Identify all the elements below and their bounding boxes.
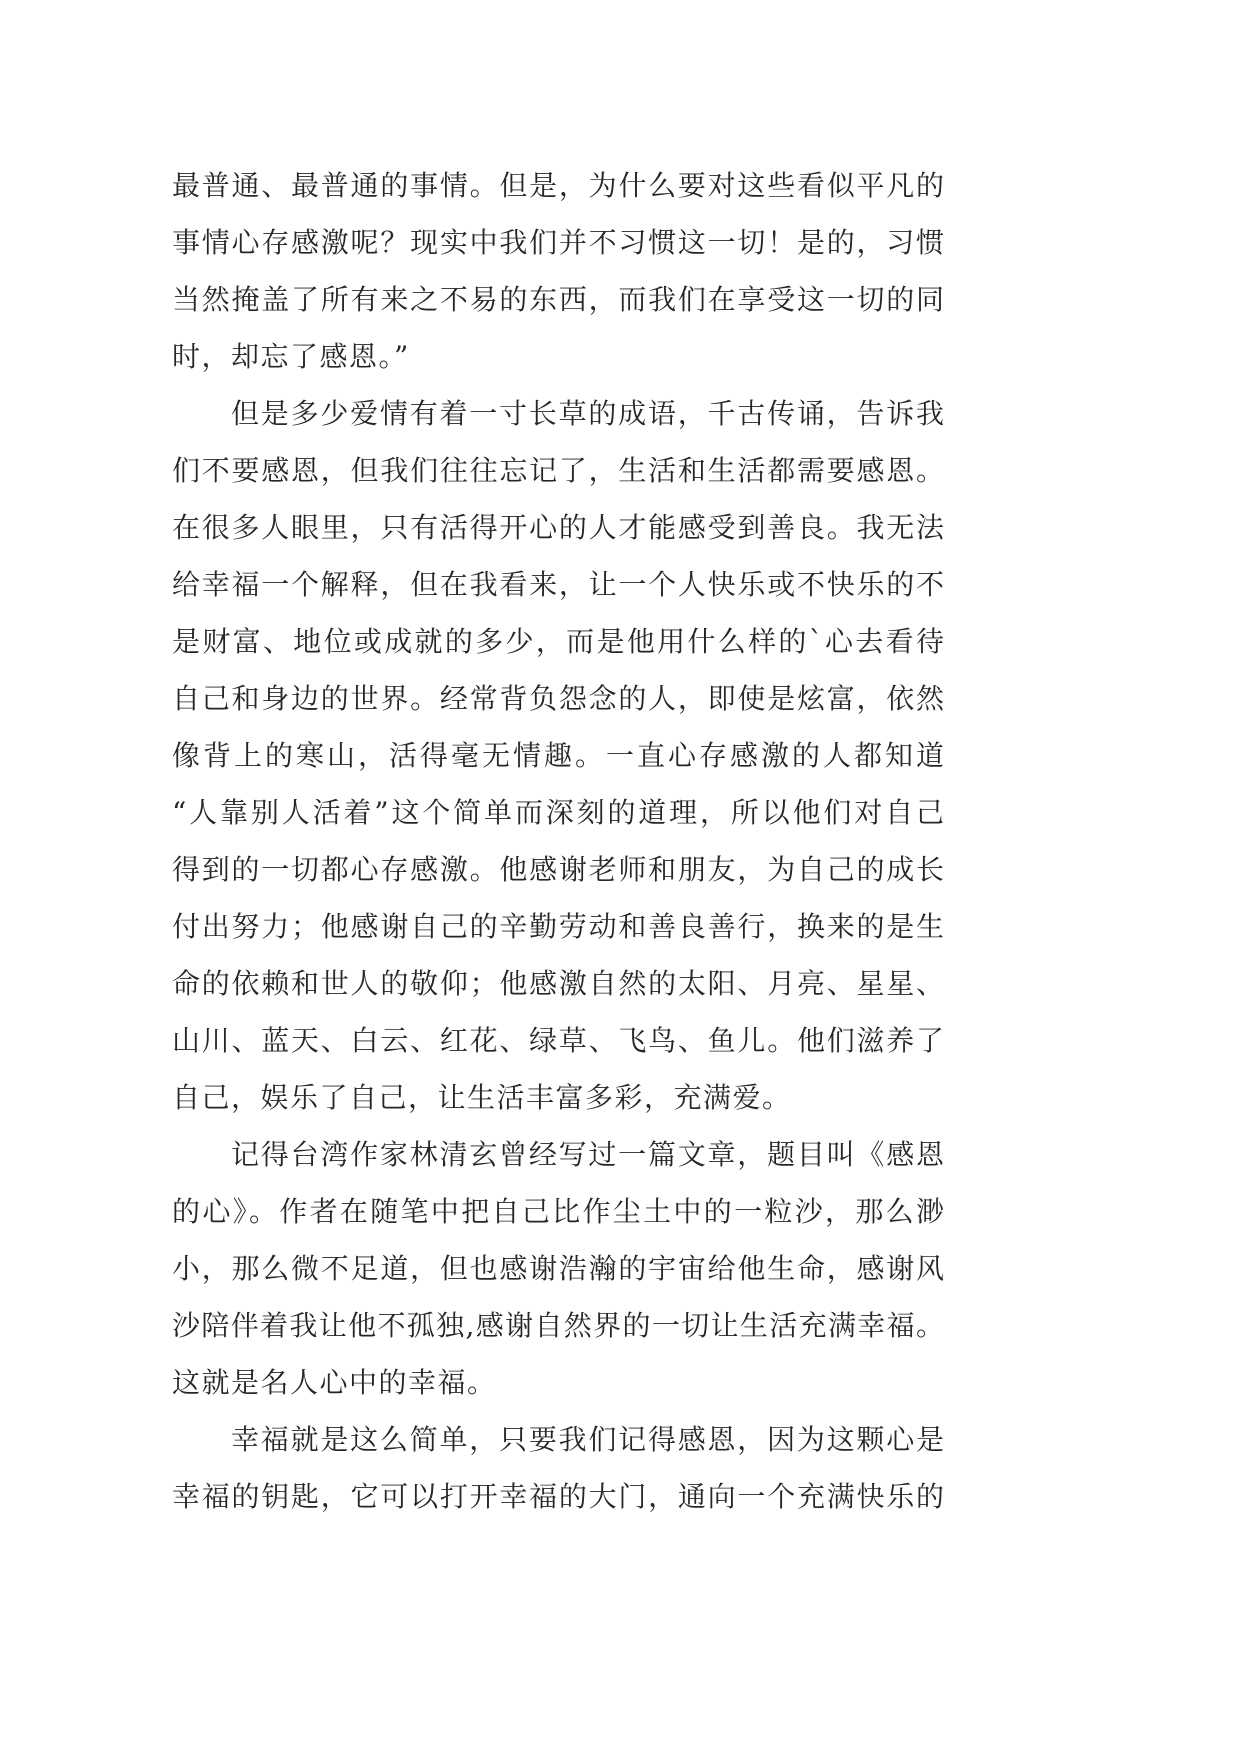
text-line: 得到的一切都心存感激。他感谢老师和朋友，为自己的成长 xyxy=(172,853,944,886)
text-line: 幸福的钥匙，它可以打开幸福的大门，通向一个充满快乐的 xyxy=(172,1480,944,1513)
paragraph xyxy=(172,385,952,1126)
paragraph xyxy=(172,1411,952,1525)
text-line: 自己，娱乐了自己，让生活丰富多彩，充满爱。 xyxy=(172,1081,792,1114)
text-line: 的心》。作者在随笔中把自己比作尘土中的一粒沙，那么渺 xyxy=(172,1195,944,1228)
text-line: 是财富、地位或成就的多少，而是他用什么样的`心去看待 xyxy=(172,625,944,658)
text-line: 沙陪伴着我让他不孤独,感谢自然界的一切让生活充满幸福。 xyxy=(172,1309,944,1342)
text-line: 命的依赖和世人的敬仰；他感激自然的太阳、月亮、星星、 xyxy=(172,967,944,1000)
text-line: 幸福就是这么简单，只要我们记得感恩，因为这颗心是 xyxy=(231,1423,944,1456)
text-line: 山川、蓝天、白云、红花、绿草、飞鸟、鱼儿。他们滋养了 xyxy=(172,1024,944,1057)
text-line: 时，却忘了感恩。” xyxy=(172,340,410,373)
text-line: 这就是名人心中的幸福。 xyxy=(172,1366,497,1399)
text-line: 小，那么微不足道，但也感谢浩瀚的宇宙给他生命，感谢风 xyxy=(172,1252,944,1285)
text-line: 给幸福一个解释，但在我看来，让一个人快乐或不快乐的不 xyxy=(172,568,944,601)
document-body xyxy=(172,157,952,1525)
text-line: 付出努力；他感谢自己的辛勤劳动和善良善行，换来的是生 xyxy=(172,910,944,943)
text-line: 事情心存感激呢？现实中我们并不习惯这一切！是的，习惯 xyxy=(172,226,944,259)
text-line: 在很多人眼里，只有活得开心的人才能感受到善良。我无法 xyxy=(172,511,944,544)
text-line: 最普通、最普通的事情。但是，为什么要对这些看似平凡的 xyxy=(172,169,944,202)
text-line: 们不要感恩，但我们往往忘记了，生活和生活都需要感恩。 xyxy=(172,454,944,487)
text-line: “人靠别人活着”这个简单而深刻的道理，所以他们对自己 xyxy=(172,796,944,829)
text-line: 自己和身边的世界。经常背负怨念的人，即使是炫富，依然 xyxy=(172,682,944,715)
text-line: 当然掩盖了所有来之不易的东西，而我们在享受这一切的同 xyxy=(172,283,944,316)
text-line: 像背上的寒山，活得毫无情趣。一直心存感激的人都知道 xyxy=(172,739,944,772)
paragraph xyxy=(172,157,952,385)
text-line: 记得台湾作家林清玄曾经写过一篇文章，题目叫《感恩 xyxy=(231,1138,944,1171)
text-line: 但是多少爱情有着一寸长草的成语，千古传诵，告诉我 xyxy=(231,397,944,430)
paragraph xyxy=(172,1126,952,1411)
